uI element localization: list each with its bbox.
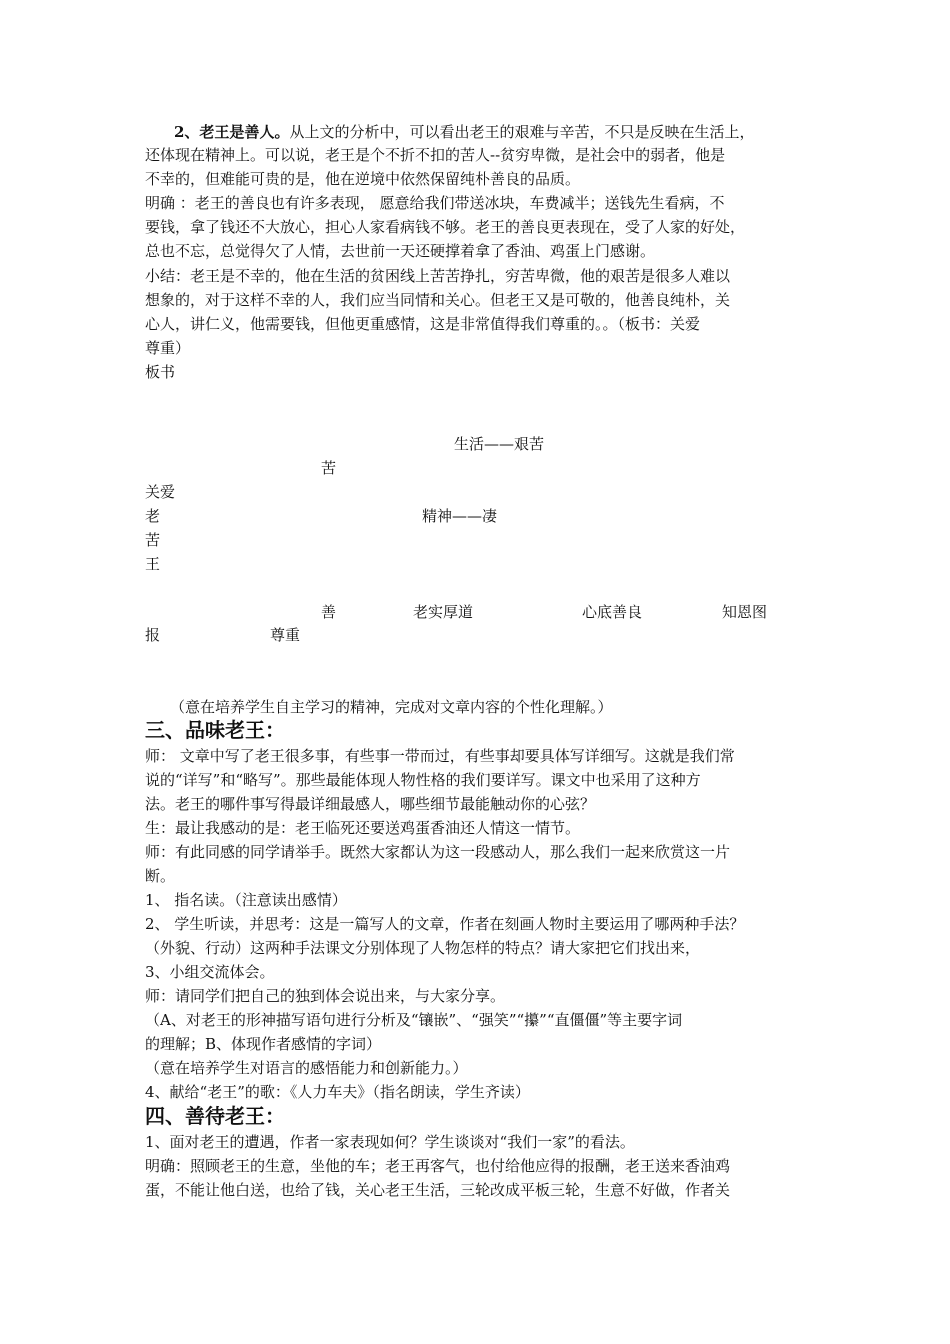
board-wang: 王 bbox=[145, 555, 161, 573]
text-line: （A、对老王的形神描写语句进行分析及“镶嵌”、“强笑”“攥”“直僵僵”等主要字词 bbox=[145, 1011, 683, 1029]
text-line: 总也不忘，总觉得欠了人情，去世前一天还硬撑着拿了香油、鸡蛋上门感谢。 bbox=[145, 242, 656, 260]
section4-heading: 四、善待老王： bbox=[145, 1104, 285, 1128]
text-line: 尊重） bbox=[145, 339, 191, 357]
section3-heading: 三、品味老王： bbox=[145, 718, 285, 742]
board-life: 生活——艰苦 bbox=[454, 435, 545, 453]
board-shan: 善 bbox=[321, 603, 337, 621]
board-bao: 报 bbox=[145, 626, 161, 644]
board-spirit: 精神——凄 bbox=[422, 507, 498, 525]
board-honest: 老实厚道 bbox=[413, 603, 474, 621]
text-line: （意在培养学生对语言的感悟能力和创新能力。） bbox=[145, 1059, 468, 1077]
text-line: 师：有此同感的同学请举手。既然大家都认为这一段感动人，那么我们一起来欣赏这一片 bbox=[145, 843, 731, 861]
text-line: 1、面对老王的遭遇，作者一家表现如何？学生谈谈对“我们一家”的看法。 bbox=[145, 1133, 635, 1151]
text-line: 想象的，对于这样不幸的人，我们应当同情和关心。但老王又是可敬的，他善良纯朴，关 bbox=[145, 291, 731, 309]
board-lao: 老 bbox=[145, 507, 161, 525]
list-item: 1、 指名读。（注意读出感情） bbox=[145, 891, 347, 909]
text-line: 断。 bbox=[145, 867, 176, 885]
text-line: （外貌、行动）这两种手法课文分别体现了人物怎样的特点？请大家把它们找出来， bbox=[145, 939, 701, 957]
text-line: 明确：照顾老王的生意，坐他的车；老王再客气，也付给他应得的报酬，老王送来香油鸡 bbox=[145, 1157, 731, 1175]
board-ku2: 苦 bbox=[145, 531, 161, 549]
list-item: 3、小组交流体会。 bbox=[145, 963, 275, 981]
board-kind: 心底善良 bbox=[582, 603, 643, 621]
text-line: 说的“详写”和“略写”。那些最能体现人物性格的我们要详写。课文中也采用了这种方 bbox=[145, 771, 701, 789]
text-line: 法。老王的哪件事写得最详细最感人，哪些细节最能触动你的心弦？ bbox=[145, 795, 596, 813]
text-line: 生：最让我感动的是：老王临死还要送鸡蛋香油还人情这一情节。 bbox=[145, 819, 581, 837]
text-line: 还体现在精神上。可以说，老王是个不折不扣的苦人--贫穷卑微，是社会中的弱者，他是 bbox=[145, 146, 726, 164]
board-ku: 苦 bbox=[321, 459, 337, 477]
text-line: 小结：老王是不幸的，他在生活的贫困线上苦苦挣扎，穷苦卑微，他的艰苦是很多人难以 bbox=[145, 267, 731, 285]
board-guanai: 关爱 bbox=[145, 483, 176, 501]
text-line: 明确 ：老王的善良也有许多表现， 愿意给我们带送冰块，车费减半；送钱先生看病，不 bbox=[145, 194, 725, 212]
text-line: 要钱，拿了钱还不大放心，担心人家看病钱不够。老王的善良更表现在，受了人家的好处， bbox=[145, 218, 746, 236]
list-item: 4、献给“老王”的歌：《人力车夫》（指名朗读，学生齐读） bbox=[145, 1083, 530, 1101]
note-line: （意在培养学生自主学习的精神，完成对文章内容的个性化理解。） bbox=[170, 698, 613, 716]
section2-lead-bold: 2、老王是善人。 bbox=[174, 123, 290, 141]
text-line: 的理解；B、体现作者感情的字词） bbox=[145, 1035, 382, 1053]
section2-lead-text: 从上文的分析中，可以看出老王的艰难与辛苦，不只是反映在生活上， bbox=[289, 123, 755, 141]
text-line: 不幸的，但难能可贵的是，他在逆境中依然保留纯朴善良的品质。 bbox=[145, 170, 581, 188]
section2-line-1 bbox=[174, 121, 754, 143]
board-grateful: 知恩图 bbox=[722, 603, 768, 621]
board-respect: 尊重 bbox=[270, 626, 301, 644]
text-line: 板书 bbox=[145, 363, 176, 381]
text-line: 蛋，不能让他白送，也给了钱，关心老王生活，三轮改成平板三轮，生意不好做，作者关 bbox=[145, 1181, 731, 1199]
list-item: 2、 学生听读，并思考：这是一篇写人的文章，作者在刻画人物时主要运用了哪两种手法？ bbox=[145, 915, 745, 933]
text-line: 师： 文章中写了老王很多事，有些事一带而过，有些事却要具体写详细写。这就是我们常 bbox=[145, 747, 735, 765]
text-line: 师：请同学们把自己的独到体会说出来，与大家分享。 bbox=[145, 987, 506, 1005]
text-line: 心人，讲仁义，他需要钱，但他更重感情，这是非常值得我们尊重的。。（板书：关爱 bbox=[145, 315, 701, 333]
